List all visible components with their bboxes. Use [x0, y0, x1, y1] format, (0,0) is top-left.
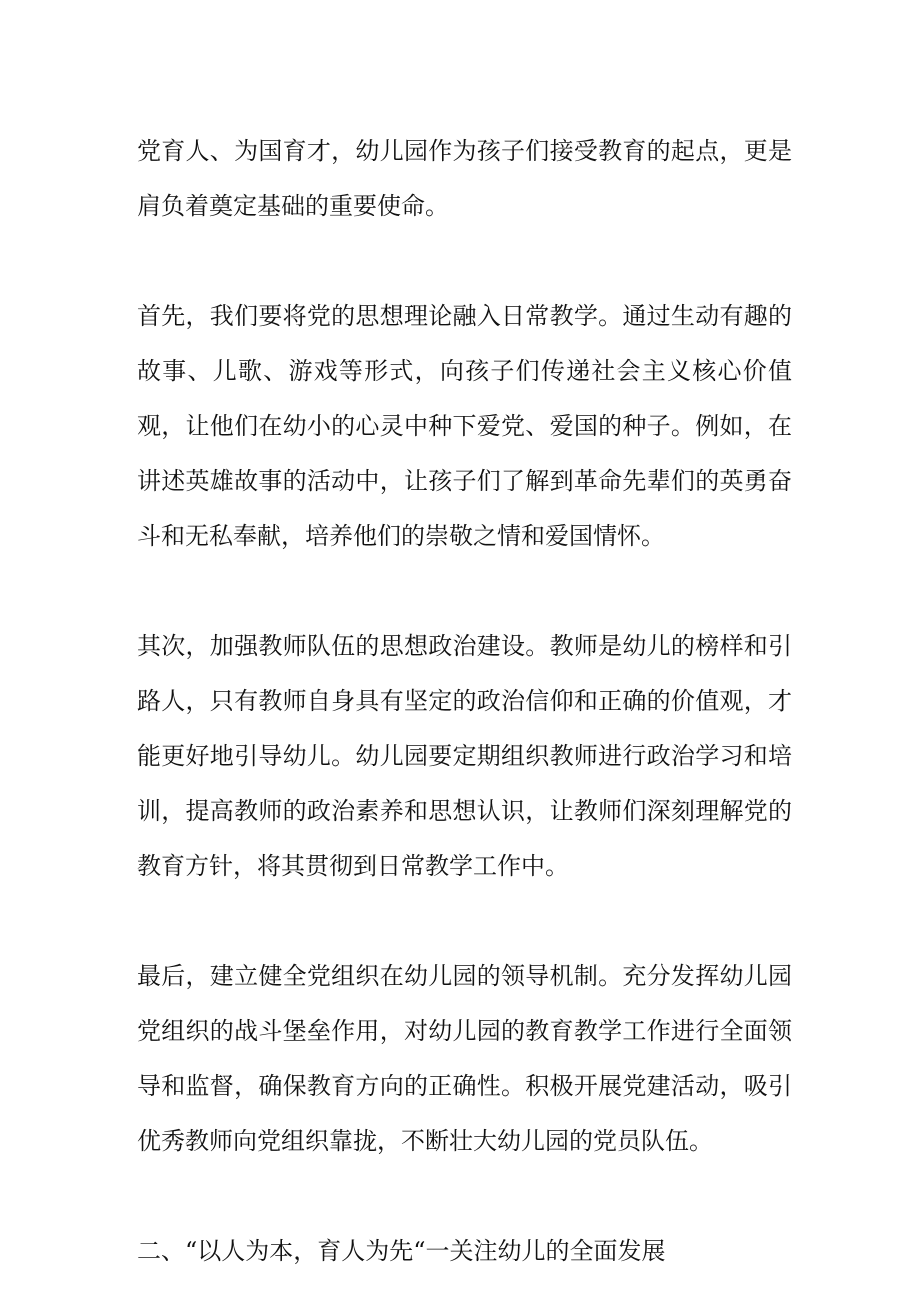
section-heading: 二、“以人为本，育人为先“一关注幼儿的全面发展 [137, 1237, 666, 1265]
paragraph-intro: 党育人、为国育才，幼儿园作为孩子们接受教育的起点，更是肩负着奠定基础的重要使命。 [137, 137, 792, 220]
paragraph-last: 最后，建立健全党组织在幼儿园的领导机制。充分发挥幼儿园党组织的战斗堡垒作用，对幼儿园的教育教学工作进行全面领导和监督，确保教育方向的正确性。积极开展党建活动，吸引优秀教师向党组织靠拢，不断壮大幼儿园的党员队伍。 [137, 962, 792, 1155]
paragraph-first: 首先，我们要将党的思想理论融入日常教学。通过生动有趣的故事、儿歌、游戏等形式，向孩子们传递社会主义核心价值观，让他们在幼小的心灵中种下爱党、爱国的种子。例如，在讲述英雄故事的活动中，让孩子们了解到革命先辈们的英勇奋斗和无私奉献，培养他们的崇敬之情和爱国情怀。 [137, 302, 792, 550]
paragraph-second: 其次，加强教师队伍的思想政治建设。教师是幼儿的榜样和引路人，只有教师自身具有坚定的政治信仰和正确的价值观，才能更好地引导幼儿。幼儿园要定期组织教师进行政治学习和培训，提高教师的政治素养和思想认识，让教师们深刻理解党的教育方针，将其贯彻到日常教学工作中。 [137, 632, 792, 880]
document-body [137, 124, 792, 1279]
